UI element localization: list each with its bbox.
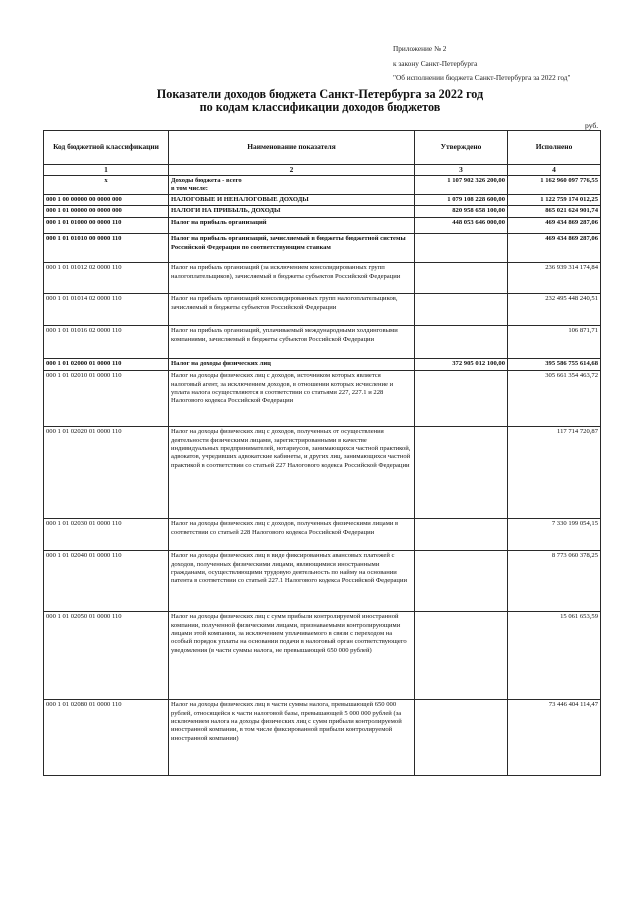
- row-name: НАЛОГОВЫЕ И НЕНАЛОГОВЫЕ ДОХОДЫ: [169, 195, 415, 206]
- row-approved: 372 905 012 100,00: [415, 359, 508, 371]
- row-code: 000 1 01 02000 01 0000 110: [44, 359, 169, 371]
- row-approved: [415, 294, 508, 326]
- row-name: Налог на доходы физических лиц в части суммы налога, превышающей 650 000 рублей, относящейся к части налоговой базы, превышающей 5 000 000 рублей (за исключением налога на доходы физических лиц с сумм прибыли контролируемой иностранной компании, в том числе фиксированной прибыли контролируемой иностранной компании): [169, 700, 415, 776]
- appendix-line-1: Приложение № 2: [393, 44, 447, 53]
- appendix-note: [393, 42, 571, 86]
- row-executed: 305 661 354 463,72: [508, 371, 601, 427]
- header-executed: Исполнено: [508, 131, 601, 165]
- table-row: [44, 195, 601, 206]
- row-code: 000 1 01 00000 00 0000 000: [44, 206, 169, 218]
- row-executed: 117 714 720,87: [508, 427, 601, 519]
- row-name: Налог на прибыль организаций консолидированных групп налогоплательщиков, зачисляемый в бюджеты субъектов Российской Федерации: [169, 294, 415, 326]
- row-executed: 1 162 960 097 776,55: [508, 175, 601, 195]
- row-executed: 15 061 653,59: [508, 612, 601, 700]
- row-executed: 73 446 404 114,47: [508, 700, 601, 776]
- row-code: 000 1 01 02040 01 0000 110: [44, 551, 169, 612]
- header-approved: Утверждено: [415, 131, 508, 165]
- row-code: 000 1 01 01012 02 0000 110: [44, 263, 169, 294]
- table-body: [44, 175, 601, 776]
- row-name: Налог на прибыль организаций, зачисляемый в бюджеты бюджетной системы Российской Федерации по соответствующим ставкам: [169, 234, 415, 263]
- column-number: 2: [169, 165, 415, 176]
- column-number-row: [44, 165, 601, 176]
- row-code: 000 1 01 02080 01 0000 110: [44, 700, 169, 776]
- row-executed: 7 330 199 054,15: [508, 519, 601, 551]
- row-name: Налог на доходы физических лиц с доходов, полученных от осуществления деятельности физическими лицами, зарегистрированными в качестве индивидуальных предпринимателей, нотариусов, занимающихся частной практикой, адвокатов, учредивших адвокатские кабинеты, и других лиц, занимающихся частной практикой в соответствии со статьей 227 Налогового кодекса Российской Федерации: [169, 427, 415, 519]
- column-number: 3: [415, 165, 508, 176]
- row-code: x: [44, 175, 169, 195]
- table-row: [44, 175, 601, 195]
- column-number: 4: [508, 165, 601, 176]
- row-executed: 232 495 448 240,51: [508, 294, 601, 326]
- document-title: [0, 88, 640, 114]
- table-row: [44, 206, 601, 218]
- table-row: [44, 612, 601, 700]
- table-row: [44, 326, 601, 359]
- appendix-line-2: к закону Санкт-Петербурга: [393, 58, 478, 68]
- row-name: Налог на прибыль организаций: [169, 218, 415, 234]
- table-row: [44, 234, 601, 263]
- row-approved: [415, 612, 508, 700]
- row-executed: 8 773 060 378,25: [508, 551, 601, 612]
- row-approved: 1 079 108 228 600,00: [415, 195, 508, 206]
- row-approved: 820 958 658 100,00: [415, 206, 508, 218]
- table-row: [44, 294, 601, 326]
- revenue-table: [43, 130, 601, 776]
- row-approved: 448 053 646 000,00: [415, 218, 508, 234]
- title-line-2: по кодам классификации доходов бюджетов: [199, 100, 441, 114]
- row-executed: 865 021 624 901,74: [508, 206, 601, 218]
- row-name: Налог на прибыль организаций, уплачиваемый международными холдинговыми компаниями, зачисляемый в бюджеты субъектов Российской Федерации: [169, 326, 415, 359]
- row-name: НАЛОГИ НА ПРИБЫЛЬ, ДОХОДЫ: [169, 206, 415, 218]
- table-header-row: [44, 131, 601, 165]
- row-executed: 106 871,71: [508, 326, 601, 359]
- row-name: Налог на доходы физических лиц: [169, 359, 415, 371]
- column-number: 1: [44, 165, 169, 176]
- header-name: Наименование показателя: [169, 131, 415, 165]
- row-executed: 469 434 869 287,06: [508, 234, 601, 263]
- row-code: 000 1 00 00000 00 0000 000: [44, 195, 169, 206]
- row-name: Налог на прибыль организаций (за исключением консолидированных групп налогоплательщиков), зачисляемый в бюджеты субъектов Российской Федерации: [169, 263, 415, 294]
- row-name: Налог на доходы физических лиц в виде фиксированных авансовых платежей с доходов, полученных физическими лицами, являющимися иностранными гражданами, осуществляющими трудовую деятельность по найму на основании патента в соответствии со статьей 227.1 Налогового кодекса Российской Федерации: [169, 551, 415, 612]
- row-code: 000 1 01 02030 01 0000 110: [44, 519, 169, 551]
- row-approved: 1 107 902 326 200,00: [415, 175, 508, 195]
- header-code: Код бюджетной классификации: [44, 131, 169, 165]
- row-code: 000 1 01 01000 00 0000 110: [44, 218, 169, 234]
- table-row: [44, 551, 601, 612]
- row-approved: [415, 371, 508, 427]
- title-line-1: Показатели доходов бюджета Санкт-Петербурга за 2022 год: [156, 87, 484, 101]
- row-approved: [415, 234, 508, 263]
- row-code: 000 1 01 02050 01 0000 110: [44, 612, 169, 700]
- row-code: 000 1 01 01014 02 0000 110: [44, 294, 169, 326]
- row-approved: [415, 326, 508, 359]
- table-row: [44, 700, 601, 776]
- row-executed: 469 434 869 287,06: [508, 218, 601, 234]
- table-row: [44, 263, 601, 294]
- row-executed: 1 122 759 174 012,25: [508, 195, 601, 206]
- row-approved: [415, 519, 508, 551]
- row-executed: 236 939 314 174,84: [508, 263, 601, 294]
- row-name: Налог на доходы физических лиц с сумм прибыли контролируемой иностранной компании, полученной физическими лицами, признаваемыми контролирующими лицами этой компании, за исключением уплачиваемого в связи с переходом на особый порядок уплаты на основании подачи в налоговый орган соответствующего уведомления (в части суммы налога, не превышающей 650 000 рублей): [169, 612, 415, 700]
- row-approved: [415, 700, 508, 776]
- row-executed: 395 586 755 614,68: [508, 359, 601, 371]
- row-code: 000 1 01 01016 02 0000 110: [44, 326, 169, 359]
- appendix-line-3: "Об исполнении бюджета Санкт-Петербурга за 2022 год": [393, 73, 571, 82]
- table-row: [44, 371, 601, 427]
- row-name: Налог на доходы физических лиц с доходов, источником которых является налоговый агент, за исключением доходов, в отношении которых исчисление и уплата налога осуществляются в соответствии со статьями 227, 227.1 и 228 Налогового кодекса Российской Федерации: [169, 371, 415, 427]
- row-code: 000 1 01 01010 00 0000 110: [44, 234, 169, 263]
- table-row: [44, 427, 601, 519]
- row-approved: [415, 263, 508, 294]
- row-approved: [415, 551, 508, 612]
- row-approved: [415, 427, 508, 519]
- row-code: 000 1 01 02010 01 0000 110: [44, 371, 169, 427]
- table-row: [44, 359, 601, 371]
- row-code: 000 1 01 02020 01 0000 110: [44, 427, 169, 519]
- row-name: Доходы бюджета - всего в том числе:: [169, 175, 415, 195]
- row-name: Налог на доходы физических лиц с доходов, полученных физическими лицами в соответствии со статьей 228 Налогового кодекса Российской Федерации: [169, 519, 415, 551]
- currency-unit: руб.: [585, 121, 599, 130]
- table-row: [44, 218, 601, 234]
- table-row: [44, 519, 601, 551]
